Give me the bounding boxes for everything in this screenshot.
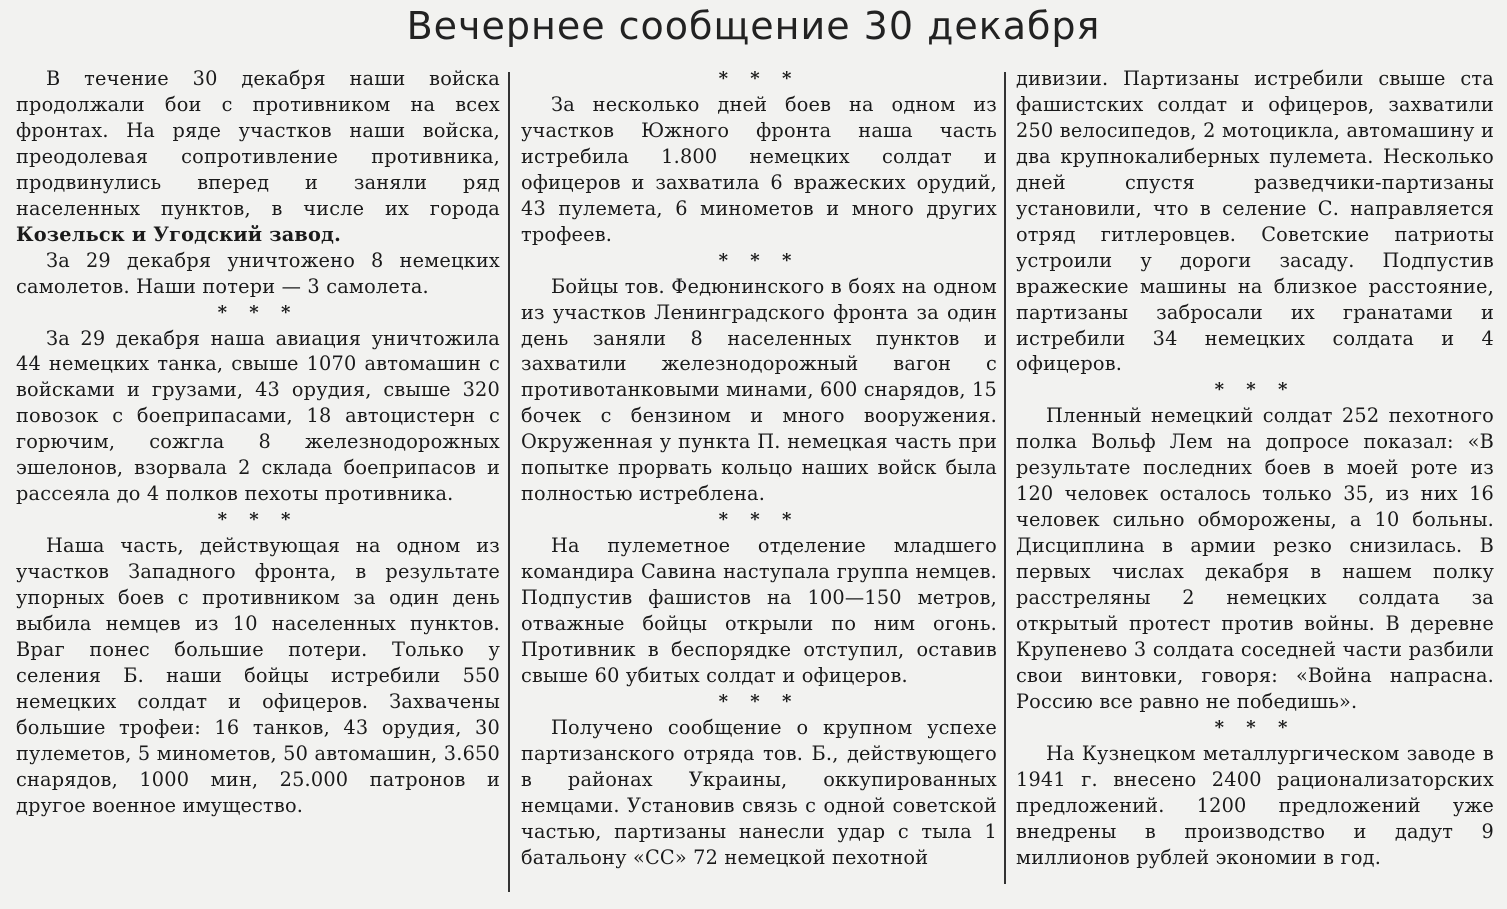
report-paragraph-4: Наша часть, действующая на одном из участков Западного фронта, в результате упорных боев с противником за один день выбила немцев из 10 населенных пунктов. Враг понес большие потери. Только у селения Б. наши бойцы истребили 550 немецких солдат и офицеров. Захвачены большие трофеи: 16 танков, 43 орудия, 30 пулеметов, 5 минометов, 50 автомашин, 3.650 снарядов, 1000 мин, 25.000 патронов и другое военное имущество. xyxy=(16,534,500,817)
column-2 xyxy=(521,66,997,871)
report-paragraph-1-text: В течение 30 декабря наши войска продолжали бои с противником на всех фронтах. На ряде участков наши войска, преодолевая сопротивление противника, продвинулись вперед и заняли ряд населенных пунктов, в числе их города xyxy=(16,67,500,220)
separator-stars: * * * xyxy=(217,509,299,531)
report-paragraph-8: Получено сообщение о крупном успехе партизанского отряда тов. Б., действующего в районах Украины, оккупированных немцами. Установив связь с одной советской частью, партизаны нанесли удар с тыла 1 батальону «СС» 72 немецкой пехотной xyxy=(521,715,997,869)
separator-stars: * * * xyxy=(1214,379,1296,401)
column-3 xyxy=(1016,66,1494,871)
report-paragraph-10: На Кузнецком металлургическом заводе в 1941 г. внесено 2400 рационализаторских предложений. 1200 предложений уже внедрены в производство и дадут 9 миллионов рублей экономии в год. xyxy=(1016,741,1494,869)
report-paragraph-6: Бойцы тов. Федюнинского в боях на одном из участков Ленинградского фронта за один день заняли 8 населенных пунктов и захватили железнодорожный вагон с противотанковыми минами, 600 снарядов, 15 бочек с бензином и много вооружения. Окруженная у пункта П. немецкая часть при попытке прорвать кольцо наших войск была полностью истреблена. xyxy=(521,274,997,506)
column-rule-2 xyxy=(1004,72,1006,884)
report-paragraph-7: На пулеметное отделение младшего командира Савина наступала группа немцев. Подпустив фашистов на 100—150 метров, отважные бойцы открыли по ним огонь. Противник в беспорядке отступил, оставив свыше 60 убитых солдат и офицеров. xyxy=(521,534,997,687)
report-paragraph-3: За 29 декабря наша авиация уничтожила 44 немецких танка, свыше 1070 автомашин с войсками и грузами, 43 орудия, свыше 320 повозок с боеприпасами, 18 автоцистерн с горючим, сожгла 8 железнодорожных эшелонов, взорвала 2 склада боеприпасов и рассеяла до 4 полков пехоты противника. xyxy=(16,326,500,506)
report-paragraph-8-continued: дивизии. Партизаны истребили свыше ста фашистских солдат и офицеров, захватили 250 велосипедов, 2 мотоцикла, автомашину и два крупнокалиберных пулемета. Несколько дней спустя разведчики-партизаны установили, что в селение С. направляется отряд гитлеровцев. Советские патриоты устроили у дороги засаду. Подпустив вражеские машины на близкое расстояние, партизаны забросали их гранатами и истребили 34 немецких солдата и 4 офицеров. xyxy=(1016,67,1494,376)
headline: Вечернее сообщение 30 декабря xyxy=(406,4,1101,48)
column-rule-1 xyxy=(508,72,510,892)
separator-stars: * * * xyxy=(718,249,800,271)
separator-stars: * * * xyxy=(718,68,800,89)
report-paragraph-2: За 29 декабря уничтожено 8 немецких самолетов. Наши потери — 3 самолета. xyxy=(16,248,500,298)
separator-stars: * * * xyxy=(718,690,800,712)
column-1 xyxy=(16,66,500,819)
separator-stars: * * * xyxy=(718,509,800,531)
report-paragraph-1-cities: Козельск и Угодский завод. xyxy=(16,222,342,246)
report-paragraph-1 xyxy=(16,66,500,248)
separator-stars: * * * xyxy=(1214,716,1296,738)
separator-stars: * * * xyxy=(217,301,299,323)
report-paragraph-9: Пленный немецкий солдат 252 пехотного полка Вольф Лем на допросе показал: «В результате последних боев в моей роте из 120 человек осталось только 35, из них 16 человек сильно обморожены, а 10 больны. Дисциплина в армии резко снизилась. В первых числах декабря в нашем полку расстреляны 2 немецких солдата за открытый протест против войны. В деревне Крупенево 3 солдата соседней части разбили свои винтовки, говоря: «Война напрасна. Россию все равно не победишь». xyxy=(1016,404,1494,713)
report-paragraph-5: За несколько дней боев на одном из участков Южного фронта наша часть истребила 1.800 немецких солдат и офицеров и захватила 6 вражеских орудий, 43 пулемета, 6 минометов и много других трофеев. xyxy=(521,92,997,246)
